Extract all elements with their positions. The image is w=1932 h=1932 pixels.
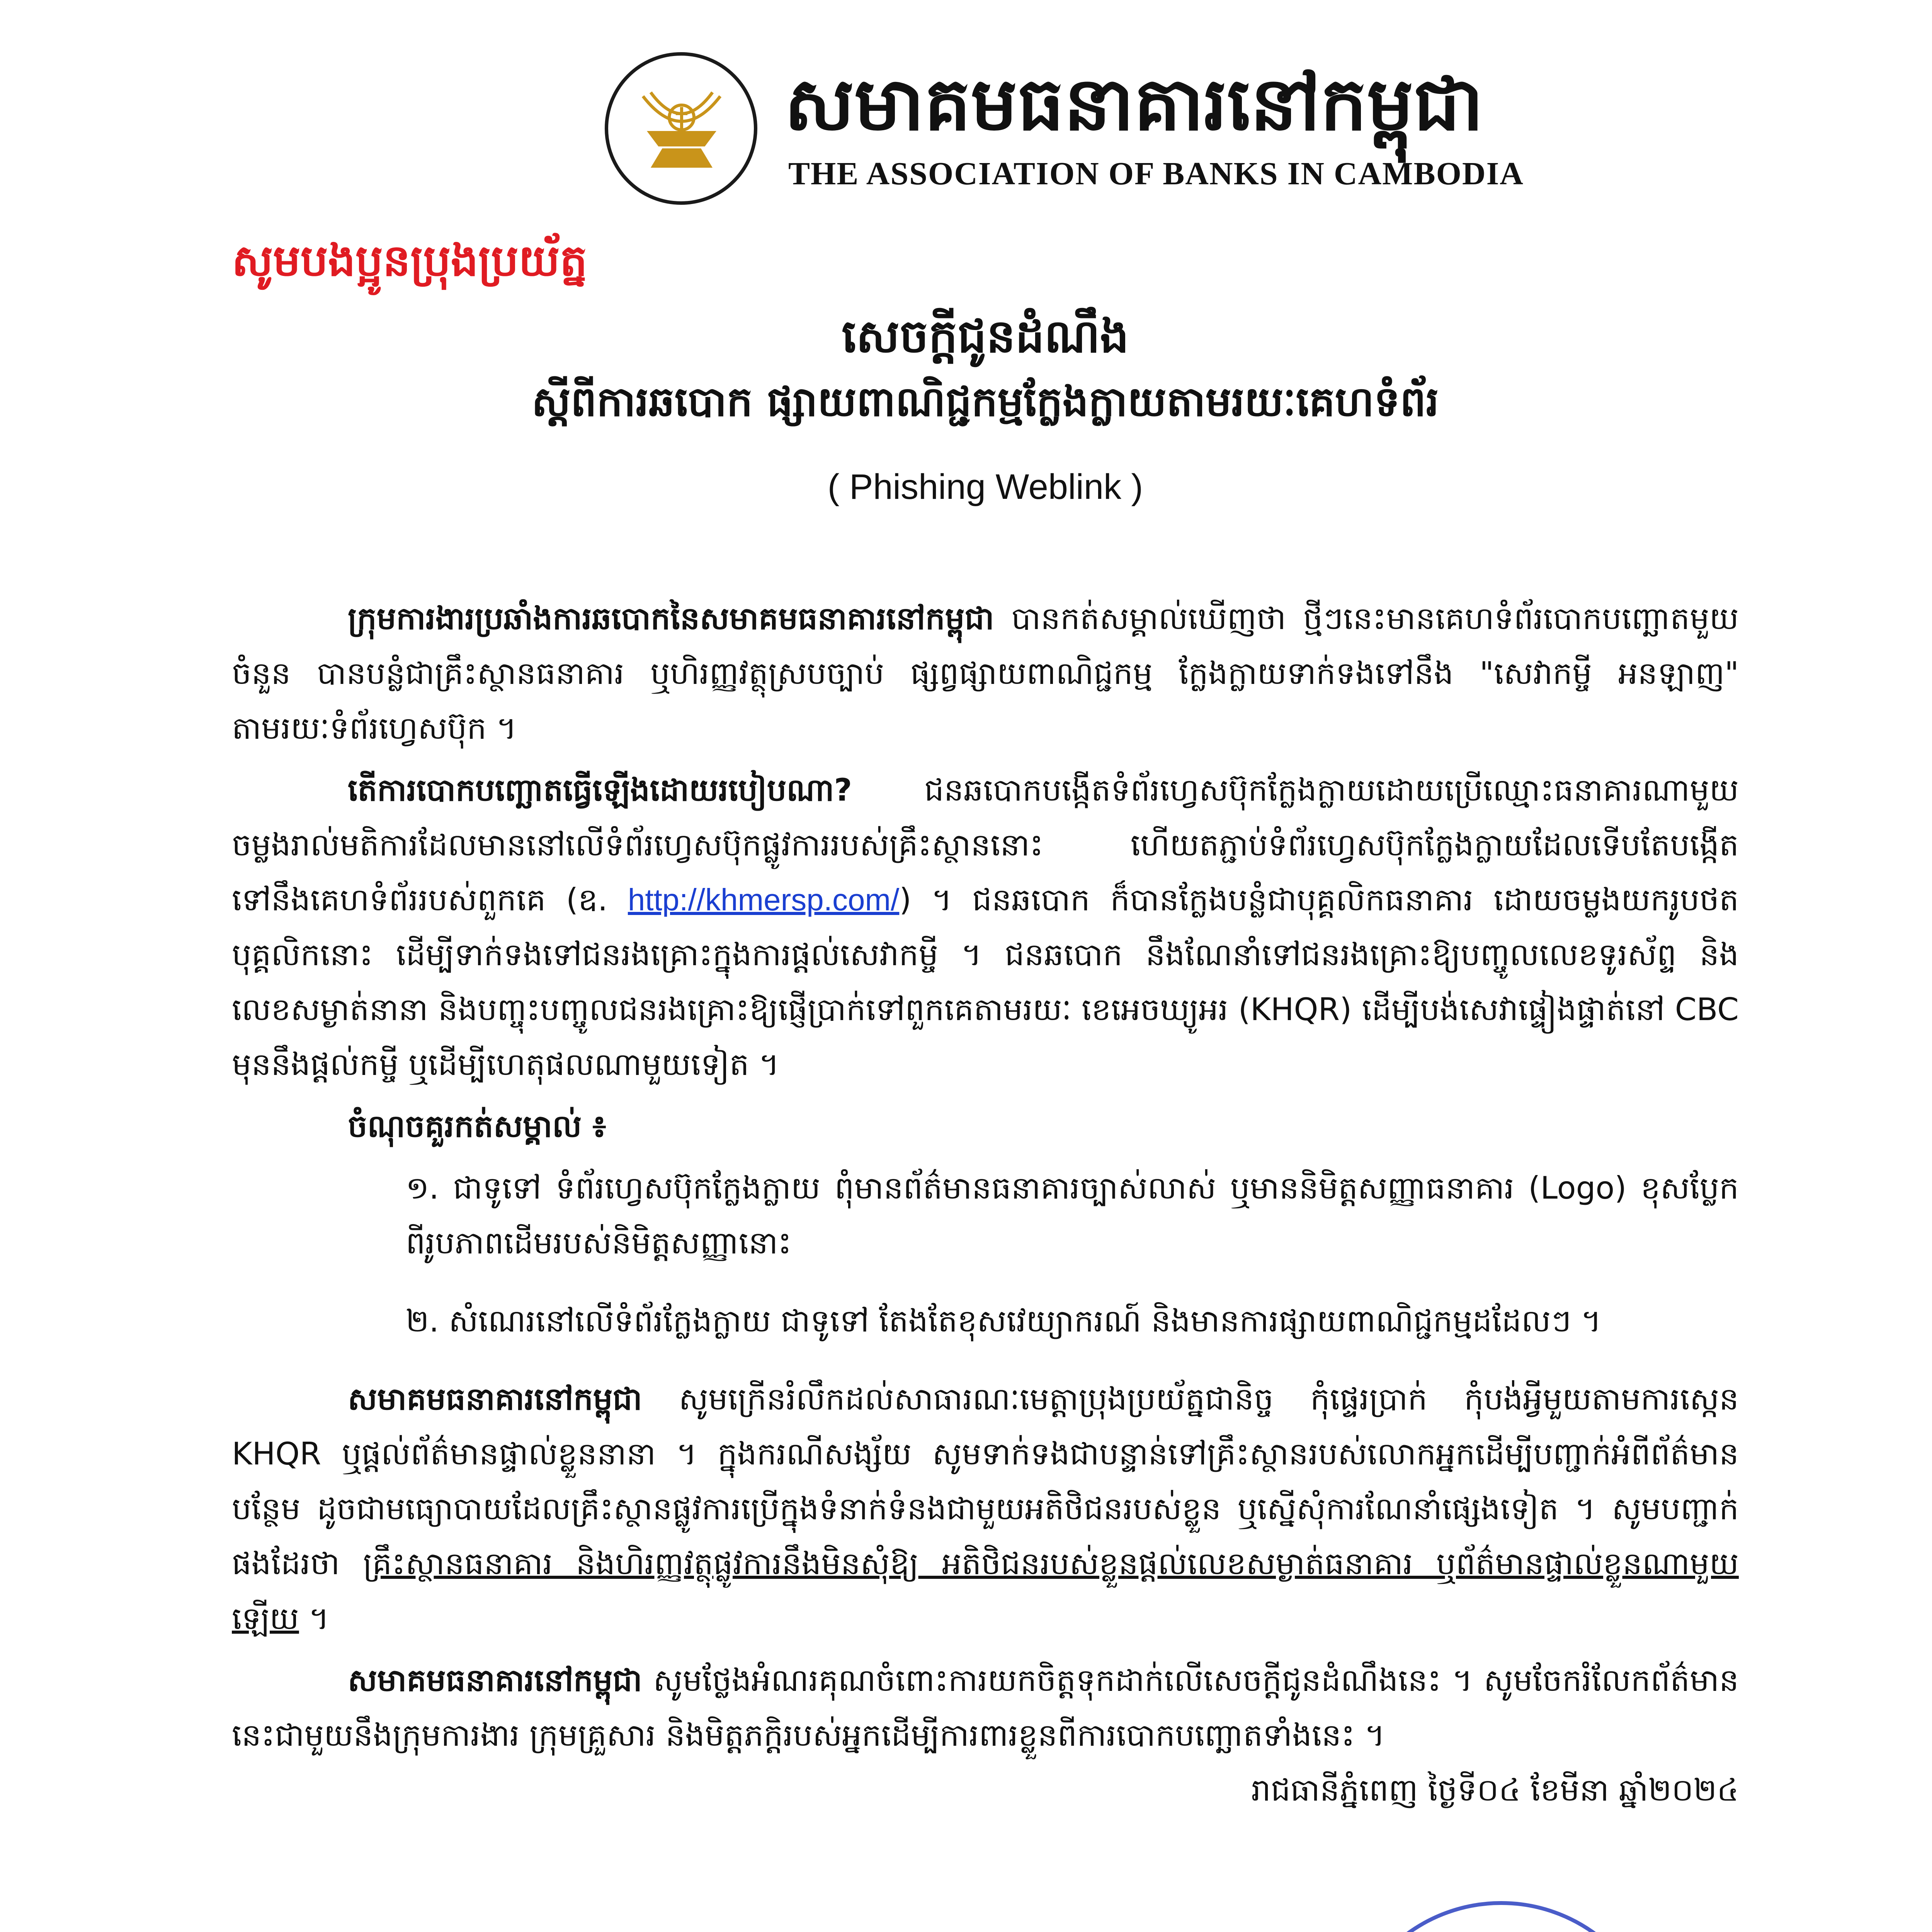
paragraph-intro bbox=[232, 591, 1739, 756]
abc-logo bbox=[605, 52, 757, 205]
paragraph-how-text-b: ) ។ ជនឆបោក ក៏បានក្លែងបន្លំជាបុគ្គលិកធនាគារ ដោយចម្លងយករូបថតបុគ្គលិកនោះ ដើម្បីទាក់ទងទៅជនរងគ្រោះក្នុងការផ្តល់សេវាកម្ចី ។ ជនឆបោក នឹងណែនាំទៅជនរងគ្រោះឱ្យបញ្ចូលលេខទូរស័ព្ទ និងលេខសម្ងាត់នានា និងបញ្ចុះបញ្ចូលជនរងគ្រោះឱ្យផ្ញើប្រាក់ទៅពួកគេតាមរយៈ ខេអេចឃ្យូអរ (KHQR) ដើម្បីបង់សេវាផ្ទៀងផ្ទាត់នៅ CBC មុននឹងផ្តល់កម្ចី ឬដើម្បីហេតុផលណាមួយទៀត ។ bbox=[232, 882, 1739, 1082]
association-name: សមាគមធនាគារនៅកម្ពុជា bbox=[348, 1381, 642, 1417]
document-body bbox=[232, 591, 1739, 1818]
org-name-khmer: សមាគមធនាគារនៅកម្ពុជា bbox=[784, 61, 1484, 147]
document-subtitle: ស្តីពីការឆបោក ផ្សាយពាណិជ្ជកម្មក្លែងក្លាយតាមរយៈគេហទំព័រ bbox=[531, 378, 1439, 425]
caution-label: សូមបងប្អូនប្រុងប្រយ័ត្ន bbox=[232, 236, 587, 286]
paragraph-reminder-text: សូមក្រើនរំលឹកដល់សាធារណៈមេត្តាប្រុងប្រយ័ត្នជានិច្ច កុំផ្ទេរប្រាក់ កុំបង់អ្វីមួយតាមការស្កេន KHQR ឬផ្តល់ព័ត៌មានផ្ទាល់ខ្លួននានា ។ ក្នុងករណីសង្ស័យ សូមទាក់ទងជាបន្ទាន់ទៅគ្រឹះស្ថានរបស់លោកអ្នកដើម្បីបញ្ជាក់អំពីព័ត៌មានបន្ថែម ដូចជាមធ្យោបាយដែលគ្រឹះស្ថានផ្លូវការប្រើក្នុងទំនាក់ទំនងជាមួយអតិថិជនរបស់ខ្លួន ឬស្នើសុំការណែនាំផ្សេងទៀត ។ សូមបញ្ជាក់ផងដែរថា bbox=[232, 1381, 1739, 1582]
anti-fraud-team-name: ក្រុមការងារប្រឆាំងការឆបោកនៃសមាគមធនាគារនៅកម្ពុជា bbox=[348, 600, 994, 636]
list-item-point-2: ២. សំណេរនៅលើទំព័រក្លែងក្លាយ ជាទូទៅ តែងតែខុសវេយ្យាករណ៍ និងមានការផ្សាយពាណិជ្ជកម្មដដែលៗ ។ bbox=[406, 1303, 1602, 1339]
paragraph-reminder bbox=[232, 1372, 1739, 1646]
list-item-point-1: ១. ជាទូទៅ ទំព័រហ្វេសប៊ុកក្លែងក្លាយ ពុំមានព័ត៌មានធនាគារច្បាស់លាស់ ឬមាននិមិត្តសញ្ញាធនាគារ (Logo) ខុសប្លែក ពីរូបភាពដើមរបស់និមិត្តសញ្ញានោះ bbox=[406, 1170, 1739, 1261]
association-name-2: សមាគមធនាគារនៅកម្ពុជា bbox=[348, 1662, 642, 1698]
underlined-warning: គ្រឹះស្ថានធនាគារ និងហិរញ្ញវត្ថុផ្លូវការនឹងមិនសុំឱ្យ អតិថិជនរបស់ខ្លួនផ្តល់លេខសម្ងាត់ធនាគារ ឬព័ត៌មានផ្ទាល់ខ្លួនណាមួយឡើយ bbox=[232, 1546, 1739, 1636]
paragraph-reminder-end: ។ bbox=[299, 1600, 329, 1636]
points-list bbox=[406, 1161, 1739, 1349]
stamp-seal-icon bbox=[1345, 1905, 1658, 1932]
date-line: រាជធានីភ្នំពេញ ថ្ងៃទី០៤ ខែមីនា ឆ្នាំ២០២៤ bbox=[1251, 1772, 1739, 1808]
paragraph-how-text-a: ជនឆបោកបង្កើតទំព័រហ្វេសប៊ុកក្លែងក្លាយដោយប្រើឈ្មោះធនាគារណាមួយ ចម្លងរាល់មតិការដែលមាននៅលើទំព័រហ្វេសប៊ុកផ្លូវការរបស់គ្រឹះស្ថាននោះ ហើយតភ្ជាប់ទំព័រហ្វេសប៊ុកក្លែងក្លាយដែលទើបតែបង្កើតទៅនឹងគេហទំព័ររបស់ពួកគេ (ឧ. bbox=[232, 772, 1739, 918]
abc-lotus-logo-icon bbox=[635, 85, 728, 173]
document-subtitle-english: ( Phishing Weblink ) bbox=[827, 467, 1143, 507]
official-stamp bbox=[1341, 1901, 1662, 1932]
how-question: តើការបោកបញ្ឆោតធ្វើឡើងដោយរបៀបណា? bbox=[348, 772, 852, 808]
points-heading: ចំណុចគួរកត់សម្គាល់ ៖ bbox=[348, 1108, 606, 1144]
paragraph-intro-text: បានកត់សម្គាល់ឃើញថា ថ្មីៗនេះមានគេហទំព័របោកបញ្ឆោតមួយចំនួន បានបន្លំជាគ្រឹះស្ថានធនាគារ ឬហិរញ្ញវត្ថុស្របច្បាប់ ផ្សព្វផ្សាយពាណិជ្ជកម្ម ក្លែងក្លាយទាក់ទងទៅនឹង "សេវាកម្ចី អនឡាញ" តាមរយៈទំព័រហ្វេសប៊ុក ។ bbox=[232, 600, 1739, 746]
paragraph-how bbox=[232, 763, 1739, 1092]
paragraph-thanks-text: សូមថ្លែងអំណរគុណចំពោះការយកចិត្តទុកដាក់លើសេចក្តីជូនដំណឹងនេះ ។ សូមចែករំលែកព័ត៌មាននេះជាមួយនឹងក្រុមការងារ ក្រុមគ្រួសារ និងមិត្តភក្តិរបស់អ្នកដើម្បីការពារខ្លួនពីការបោកបញ្ឆោតទាំងនេះ ។ bbox=[232, 1662, 1739, 1753]
paragraph-thanks bbox=[232, 1653, 1739, 1763]
document-title: សេចក្តីជូនដំណឹង bbox=[842, 310, 1129, 363]
example-phishing-link[interactable]: http://khmersp.com/ bbox=[628, 883, 900, 917]
org-name-english: THE ASSOCIATION OF BANKS IN CAMBODIA bbox=[788, 156, 1524, 192]
